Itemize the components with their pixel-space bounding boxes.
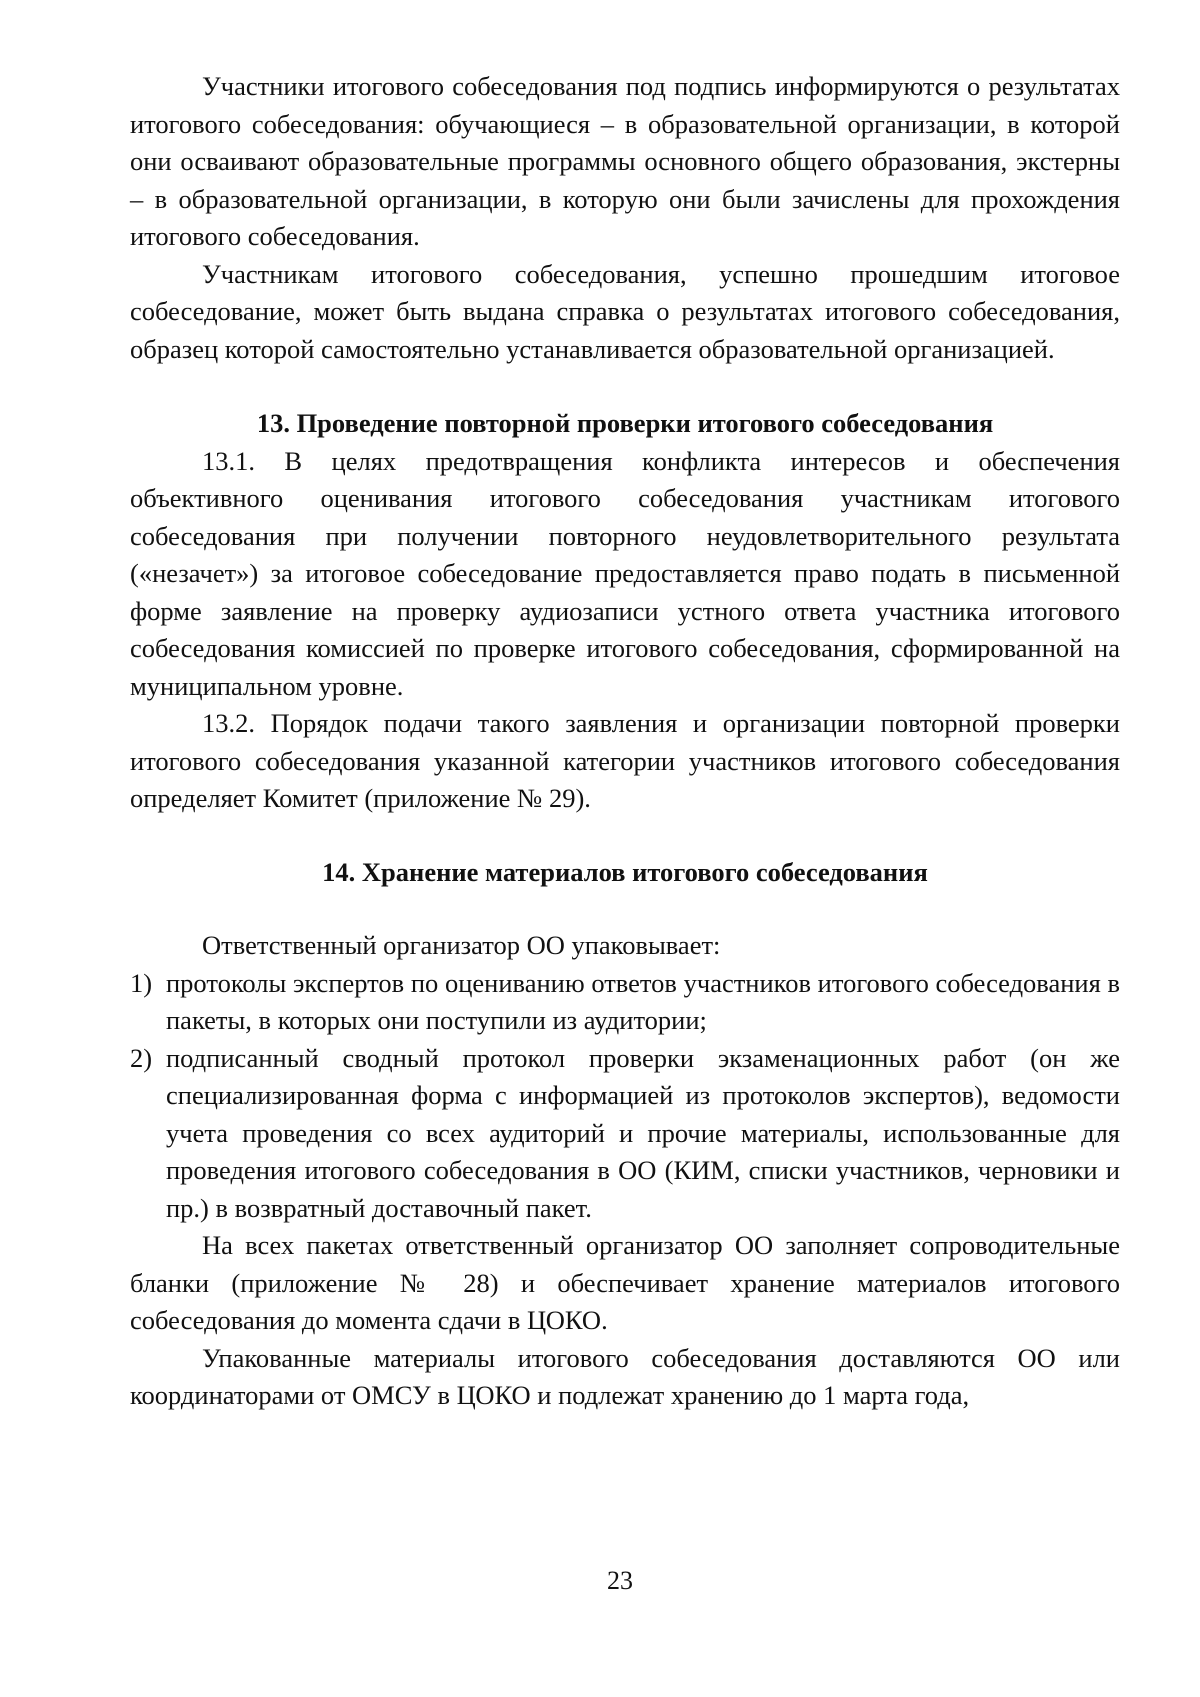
paragraph-certificate: Участникам итогового собеседования, успешно прошедшим итоговое собеседование, может быть выдана справка о результатах итогового собеседования, образец которой самостоятельно устанавливается образовательной организацией.: [130, 258, 1120, 364]
page-number: 23: [607, 1566, 633, 1595]
list-item-text: подписанный сводный протокол проверки экзаменационных работ (он же специализированная форма с информацией из протоколов экспертов), ведомости учета проведения со всех аудиторий и прочие материалы, использованные для проведения итогового собеседования в ОО (КИМ, списки участников, черновики и пр.) в возвратный доставочный пакет.: [166, 1042, 1120, 1223]
paragraph-14-intro: Ответственный организатор ОО упаковывает:: [202, 930, 721, 960]
list-item-text: протоколы экспертов по оцениванию ответов участников итогового собеседования в пакеты, в которых они поступили из аудитории;: [166, 967, 1120, 1035]
paragraph-results-info: Участники итогового собеседования под подпись информируются о результатах итогового собеседования: обучающиеся – в образовательной организации, в которой они осваивают образовательные программы основного общего образования, экстерны – в образовательной организации, в которую они были зачислены для прохождения итогового собеседования.: [130, 71, 1120, 251]
section-14-heading: 14. Хранение материалов итогового собеседования: [322, 856, 928, 887]
list-item-number: 2): [130, 1042, 153, 1073]
list-item-number: 1): [130, 967, 153, 998]
document-page: [130, 68, 1120, 1415]
materials-list: [130, 965, 1120, 1228]
list-item: [130, 965, 1120, 1040]
paragraph-13-2: 13.2. Порядок подачи такого заявления и организации повторной проверки итогового собеседования указанной категории участников итогового собеседования определяет Комитет (приложение № 29).: [130, 708, 1120, 813]
paragraph-delivery-storage: Упакованные материалы итогового собеседования доставляются ОО или координаторами от ОМСУ в ЦОКО и подлежат хранению до 1 марта года,: [130, 1342, 1120, 1410]
paragraph-13-1: 13.1. В целях предотвращения конфликта интересов и обеспечения объективного оценивания итогового собеседования участникам итогового собеседования при получении повторного неудовлетворительного результата («незачет») за итоговое собеседование предоставляется право подать в письменной форме заявление на проверку аудиозаписи устного ответа участника итогового собеседования комиссией по проверке итогового собеседования, сформированной на муниципальном уровне.: [130, 445, 1120, 701]
section-13-heading: 13. Проведение повторной проверки итогового собеседования: [256, 408, 994, 438]
list-item: [130, 1040, 1120, 1228]
paragraph-cover-forms: На всех пакетах ответственный организатор ОО заполняет сопроводительные бланки (приложение № 28) и обеспечивает хранение материалов итогового собеседования до момента сдачи в ЦОКО.: [130, 1230, 1120, 1335]
